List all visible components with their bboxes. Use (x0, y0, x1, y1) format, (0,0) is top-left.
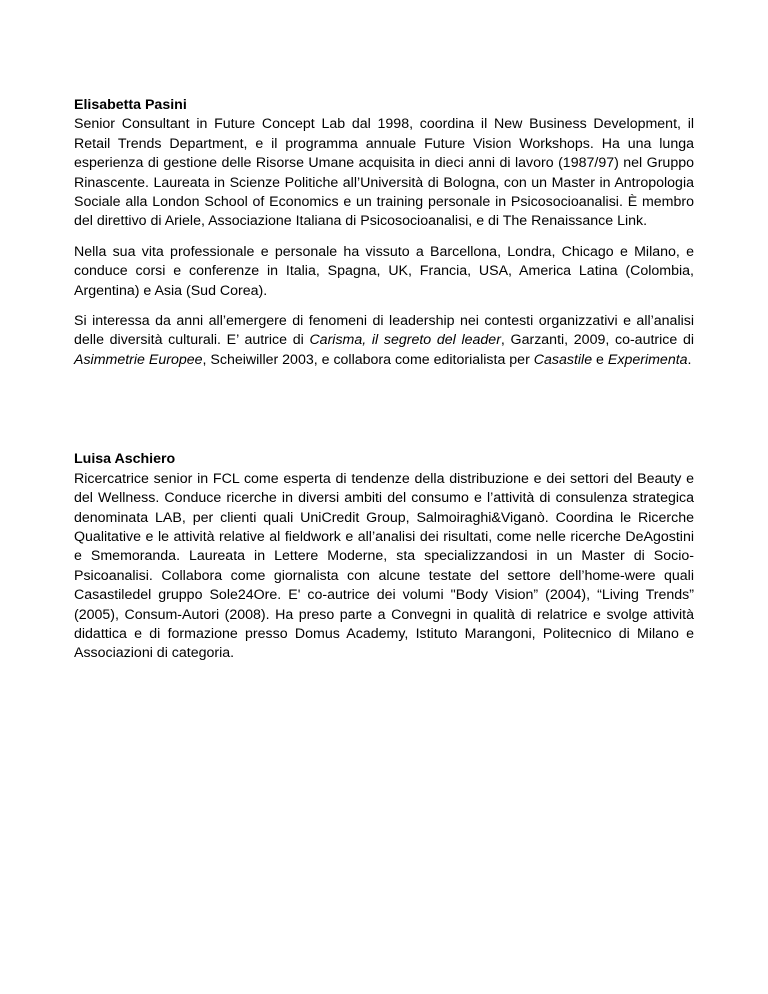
book-title: Carisma, il segreto del leader (309, 332, 501, 349)
bio-paragraph: Nella sua vita professionale e personale ha vissuto a Barcellona, Londra, Chicago e Milano, e conduce corsi e conferenze in Italia, Spagna, UK, Francia, USA, America Latina (Colombia, Argentina) e Asia (Sud Corea). (74, 243, 694, 299)
text-segment: Si interessa da anni all’emergere di fenomeni di leadership nei contesti organizzativi e all’analisi delle diversità culturali. E’ autrice di (74, 313, 694, 349)
bio-paragraph-publications (74, 312, 694, 370)
text-segment: . (687, 351, 692, 368)
book-title: Asimmetrie Europee (74, 351, 203, 368)
text-segment: , Scheiwiller 2003, e collabora come editorialista per (202, 351, 534, 368)
bio-name: Luisa Aschiero (74, 451, 176, 468)
text-segment: e (592, 351, 608, 368)
magazine-title: Casastile (533, 351, 593, 368)
bio-paragraph: Ricercatrice senior in FCL come esperta di tendenze della distribuzione e dei settori del Beauty e del Wellness. Conduce ricerche in diversi ambiti del consumo e l’attività di consulenza strategica denominata LAB, per clienti quali UniCredit Group, Salmoiraghi&Viganò. Coordina le Ricerche Qualitative e le attività relative al fieldwork e all’analisi dei risultati, come nelle ricerche DeAgostini e Smemoranda. Laureata in Lettere Moderne, sta specializzandosi in un Master di Socio-Psicoanalisi. Collabora come giornalista con alcune testate del settore dell’home-were quali Casastiledel gruppo Sole24Ore. E' co-autrice dei volumi "Body Vision” (2004), “Living Trends” (2005), Consum-Autori (2008). Ha preso parte a Convegni in qualità di relatrice e svolge attività didattica e di formazione presso Domus Academy, Istituto Marangoni, Politecnico di Milano e Associazioni di categoria. (74, 470, 694, 662)
text-segment: , Garzanti, 2009, co-autrice di (500, 332, 694, 349)
bio-paragraph: Senior Consultant in Future Concept Lab dal 1998, coordina il New Business Development, il Retail Trends Department, e il programma annuale Future Vision Workshops. Ha una lunga esperienza di gestione delle Risorse Umane acquisita in dieci anni di lavoro (1987/97) nel Gruppo Rinascente. Laureata in Scienze Politiche all’Università di Bologna, con un Master in Antropologia Sociale alla London School of Economics e un training personale in Psicosocioanalisi. È membro del direttivo di Ariele, Associazione Italiana di Psicosocioanalisi, e di The Renaissance Link. (74, 116, 694, 230)
document-page (74, 96, 694, 664)
bio-elisabetta-pasini (74, 96, 694, 370)
magazine-title: Experimenta (607, 351, 688, 368)
bio-luisa-aschiero (74, 450, 694, 663)
bio-name: Elisabetta Pasini (74, 97, 187, 113)
